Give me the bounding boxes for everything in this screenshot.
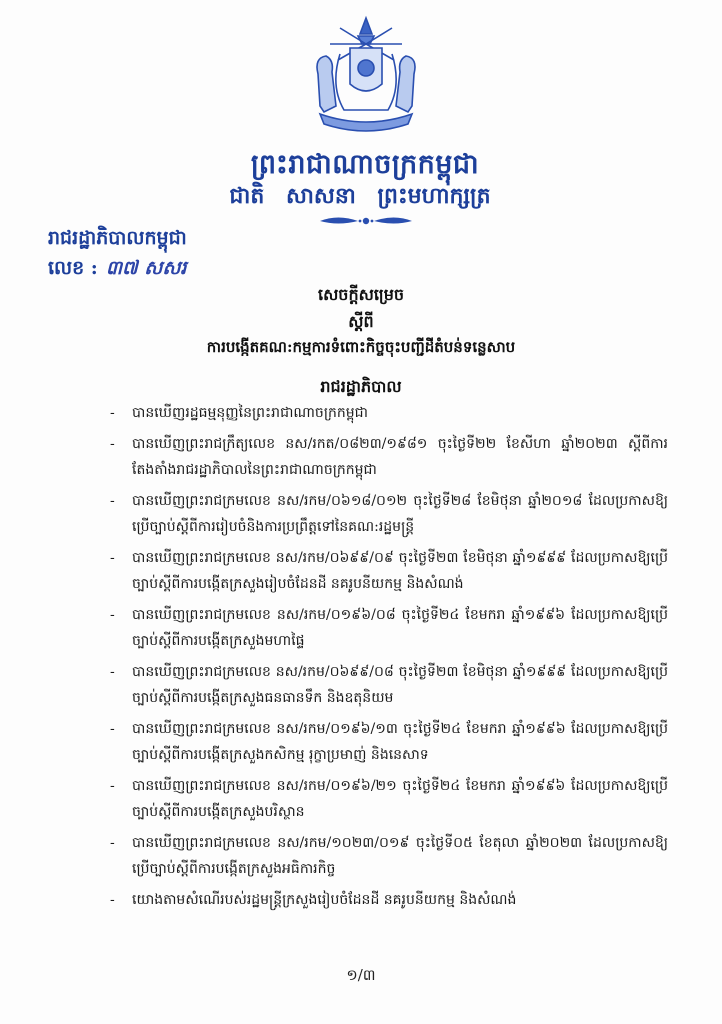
subject-word: ស្តីពី xyxy=(348,312,374,331)
preamble-clause: - បានឃើញព្រះរាជក្រមលេខ នស/រកម/០១៩៦/២១ ចុះថ្ងៃទី២៤ ខែមករា ឆ្នាំ១៩៩៦ ដែលប្រកាសឱ្យប្រើច្បាប់ស្តីពីការបង្កើតក្រសួងបរិស្ថាន xyxy=(110,778,668,820)
preamble-clause: - បានឃើញព្រះរាជក្រមលេខ នស/រកម/១០២៣/០១៩ ចុះថ្ងៃទី០៥ ខែតុលា ឆ្នាំ២០២៣ ដែលប្រកាសឱ្យប្រើច្បាប់ស្តីពីការបង្កើតក្រសួងអធិការកិច្ច xyxy=(110,835,668,877)
royal-coat-of-arms-icon xyxy=(300,14,432,136)
preamble-clause: - បានឃើញព្រះរាជក្រមលេខ នស/រកម/០៦១៨/០១២ ចុះថ្ងៃទី២៨ ខែមិថុនា ឆ្នាំ២០១៨ ដែលប្រកាសឱ្យប្រើច្បាប់ស្តីពីការរៀបចំនិងការប្រព្រឹត្តទៅនៃគណ:រដ្ឋមន្ត្រី xyxy=(110,493,668,535)
reference-number xyxy=(48,256,186,284)
preamble-clause: - បានឃើញព្រះរាជក្រមលេខ នស/រកម/០១៩៦/០៨ ចុះថ្ងៃទី២៤ ខែមករា ឆ្នាំ១៩៩៦ ដែលប្រកាសឱ្យប្រើច្បាប់ស្តីពីការបង្កើតក្រសួងមហាផ្ទៃ xyxy=(110,607,668,649)
reference-value: ៣៧ សសរ xyxy=(105,257,187,279)
preamble-clause: - បានឃើញរដ្ឋធម្មនុញ្ញនៃព្រះរាជាណាចក្រកម្ពុជា xyxy=(110,405,368,421)
preamble-clause: - បានឃើញព្រះរាជក្រមលេខ នស/រកម/០១៩៦/១៣ ចុះថ្ងៃទី២៤ ខែមករា ឆ្នាំ១៩៩៦ ដែលប្រកាសឱ្យប្រើច្បាប់ស្តីពីការបង្កើតក្រសួងកសិកម្ម រុក្ខាប្រមាញ់ និងនេសាទ xyxy=(110,721,668,763)
authority-heading: រាជរដ្ឋាភិបាល xyxy=(320,377,402,396)
preamble-clause: - យោងតាមសំណើរបស់រដ្ឋមន្ត្រីក្រសួងរៀបចំដែនដី នគរូបនីយកម្ម និងសំណង់ xyxy=(110,892,517,908)
reference-label: លេខ : xyxy=(48,257,98,279)
decorative-flourish-icon xyxy=(318,214,414,228)
preamble-clause: - បានឃើញព្រះរាជក្រឹត្យលេខ នស/រកត/០៨២៣/១៩៨១ ចុះថ្ងៃទី២២ ខែសីហា ឆ្នាំ២០២៣ ស្តីពីការតែងតាំងរាជរដ្ឋាភិបាលនៃព្រះរាជាណាចក្រកម្ពុជា xyxy=(110,436,668,478)
issuing-authority: រាជរដ្ឋាភិបាលកម្ពុជា xyxy=(48,227,187,249)
document-type-title: សេចក្តីសម្រេច xyxy=(317,285,404,304)
national-motto: ជាតិ សាសនា ព្រះមហាក្សត្រ xyxy=(229,183,491,209)
document-subject: ការបង្កើតគណ:កម្មការទំពោះកិច្ចចុះបញ្ជីដីតំបន់ទន្លេសាប xyxy=(206,338,516,356)
kingdom-title: ព្រះរាជាណាចក្រកម្ពុជា xyxy=(250,149,480,180)
preamble-clauses xyxy=(106,400,668,918)
preamble-clause: - បានឃើញព្រះរាជក្រមលេខ នស/រកម/០៦៩៩/០៨ ចុះថ្ងៃទី២៣ ខែមិថុនា ឆ្នាំ១៩៩៩ ដែលប្រកាសឱ្យប្រើច្បាប់ស្តីពីការបង្កើតក្រសួងធនធានទឹក និងឧតុនិយម xyxy=(110,664,668,706)
preamble-clause: - បានឃើញព្រះរាជក្រមលេខ នស/រកម/០៦៩៩/០៩ ចុះថ្ងៃទី២៣ ខែមិថុនា ឆ្នាំ១៩៩៩ ដែលប្រកាសឱ្យប្រើច្បាប់ស្តីពីការបង្កើតក្រសួងរៀបចំដែនដី នគរូបនីយកម្ម និងសំណង់ xyxy=(110,550,668,592)
page-number: ១/៣ xyxy=(346,966,376,984)
